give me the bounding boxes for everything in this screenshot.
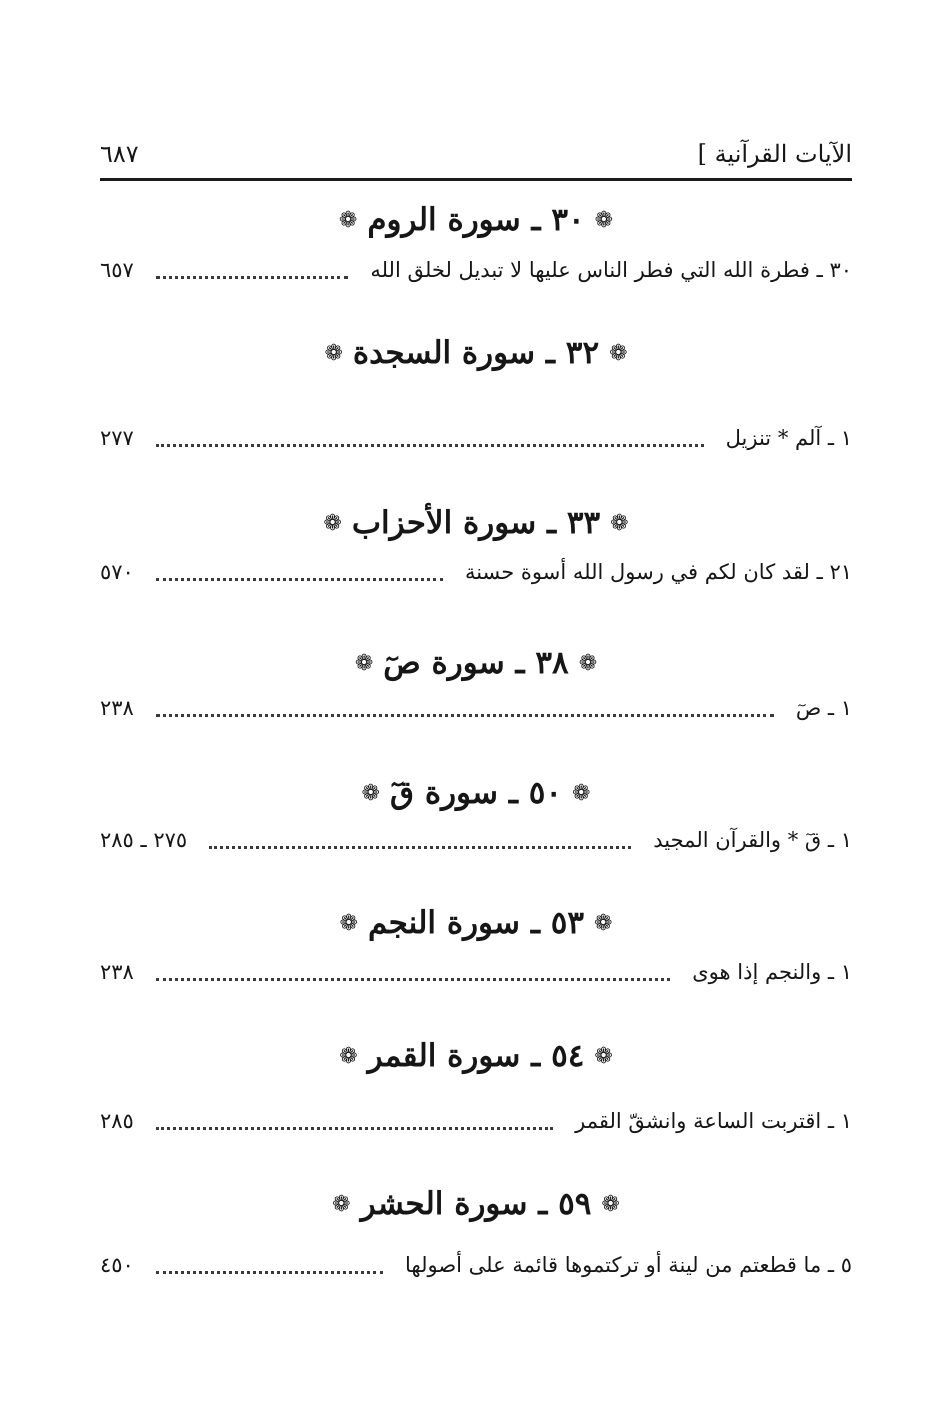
surah-heading	[100, 1036, 852, 1077]
index-entry	[100, 1248, 852, 1282]
page-number: ٦٨٧	[100, 140, 139, 168]
index-entry	[100, 253, 852, 287]
surah-title: ٥٠ ـ سورة قٓ	[389, 775, 563, 811]
dot-leader	[156, 714, 774, 717]
verse-text: ١ ـ قٓ * والقرآن المجيد	[653, 828, 852, 852]
ornament-close-icon: ❁	[339, 1044, 358, 1069]
ornament-open-icon: ❁	[601, 1192, 620, 1217]
ornament-close-icon: ❁	[323, 511, 342, 536]
ornament-open-icon: ❁	[594, 1044, 613, 1069]
surah-heading	[100, 643, 852, 684]
verse-text: ٢١ ـ لقد كان لكم في رسول الله أسوة حسنة	[464, 560, 852, 584]
dot-leader	[156, 978, 670, 981]
index-entry	[100, 955, 852, 989]
verse-text: ٥ ـ ما قطعتم من لينة أو تركتموها قائمة على أصولها	[405, 1253, 852, 1277]
index-entry	[100, 1104, 852, 1138]
page-reference: ٢٧٥ ـ ٢٨٥	[100, 828, 188, 852]
surah-heading	[100, 333, 852, 374]
surah-heading	[100, 903, 852, 944]
verse-text: ١ ـ آلم * تنزيل	[725, 426, 852, 450]
ornament-open-icon: ❁	[610, 511, 629, 536]
dot-leader	[156, 1127, 553, 1130]
ornament-close-icon: ❁	[339, 911, 358, 936]
verse-text: ١ ـ اقتربت الساعة وانشقّ القمر	[575, 1109, 852, 1133]
verse-text: ٣٠ ـ فطرة الله التي فطر الناس عليها لا تبديل لخلق الله	[370, 258, 852, 282]
verse-text: ١ ـ والنجم إذا هوى	[692, 960, 852, 984]
page-reference: ٥٧٠	[100, 560, 134, 584]
page-reference: ٦٥٧	[100, 258, 134, 282]
surah-title: ٣٨ ـ سورة صٓ	[383, 645, 569, 681]
ornament-close-icon: ❁	[332, 1192, 351, 1217]
page-reference: ٤٥٠	[100, 1253, 134, 1277]
dot-leader	[156, 444, 704, 447]
page-header	[100, 132, 852, 176]
ornament-close-icon: ❁	[338, 208, 358, 233]
dot-leader	[156, 578, 443, 581]
ornament-close-icon: ❁	[354, 651, 374, 676]
ornament-close-icon: ❁	[324, 341, 343, 366]
index-entry	[100, 555, 852, 589]
dot-leader	[156, 1271, 383, 1274]
ornament-close-icon: ❁	[361, 781, 380, 806]
index-entry	[100, 421, 852, 455]
page-reference: ٢٣٨	[100, 960, 134, 984]
ornament-open-icon: ❁	[609, 341, 628, 366]
surah-title: ٥٤ ـ سورة القمر	[367, 1038, 585, 1074]
surah-heading	[100, 773, 852, 814]
ornament-open-icon: ❁	[578, 651, 598, 676]
dot-leader	[156, 276, 348, 279]
verse-text: ١ ـ صٓ	[795, 696, 852, 720]
surah-title: ٣٢ ـ سورة السجدة	[352, 335, 600, 371]
dot-leader	[209, 846, 631, 849]
index-entry	[100, 691, 852, 725]
surah-heading	[100, 200, 852, 241]
index-entry	[100, 823, 852, 857]
surah-title: ٥٣ ـ سورة النجم	[367, 905, 585, 941]
ornament-open-icon: ❁	[572, 781, 591, 806]
page-reference: ٢٣٨	[100, 696, 134, 720]
surah-heading	[100, 503, 852, 544]
header-rule	[100, 178, 852, 181]
surah-title: ٣٣ ـ سورة الأحزاب	[351, 505, 601, 541]
page-reference: ٢٨٥	[100, 1109, 134, 1133]
running-title: الآيات القرآنية ]	[697, 140, 852, 168]
surah-title: ٣٠ ـ سورة الروم	[367, 202, 585, 238]
page-reference: ٢٧٧	[100, 426, 134, 450]
ornament-open-icon: ❁	[594, 911, 613, 936]
ornament-open-icon: ❁	[594, 208, 614, 233]
surah-heading	[100, 1184, 852, 1225]
surah-title: ٥٩ ـ سورة الحشر	[360, 1186, 592, 1222]
